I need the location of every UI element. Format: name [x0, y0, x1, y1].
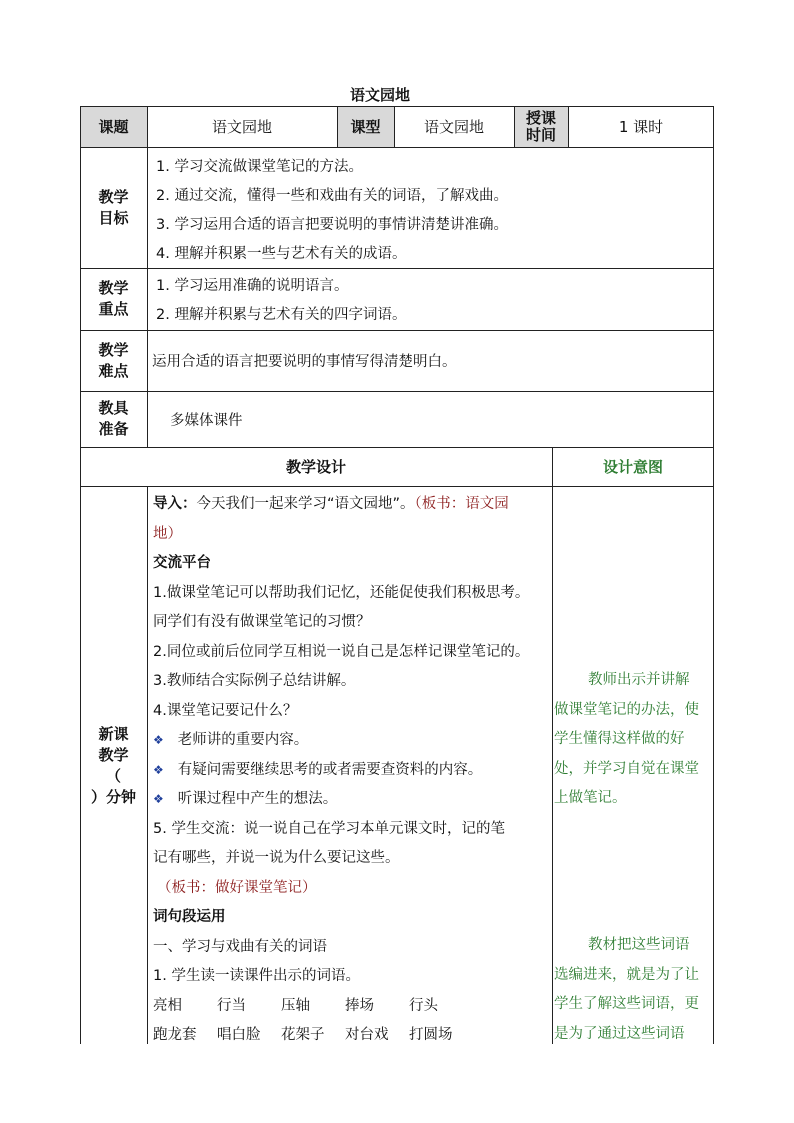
objective-item: 1. 学习交流做课堂笔记的方法。 — [156, 159, 363, 175]
type-label: 课型 — [350, 118, 381, 136]
lesson-plan-table — [80, 106, 714, 1044]
word: 跑龙套 — [153, 1027, 197, 1043]
materials-text: 多媒体课件 — [170, 412, 243, 429]
rule-label-col-lower — [147, 486, 148, 1044]
intent-line: 学生懂得这样做的好 — [554, 731, 685, 747]
paragraph-2: 2.同位或前后位同学互相说一说自己是怎样记课堂笔记的。 — [153, 643, 530, 660]
word: 亮相 — [153, 997, 182, 1014]
diamond-bullet-icon: ❖ — [153, 792, 164, 806]
word: 花架子 — [281, 1027, 325, 1043]
key-point-item: 1. 学习运用准确的说明语言。 — [156, 278, 349, 294]
bullet-item — [153, 726, 551, 756]
new-lesson-label-3: （ — [105, 767, 121, 785]
rule-intent-col — [552, 447, 553, 1044]
intent-line: 是为了通过这些词语 — [554, 1025, 685, 1042]
word: 行当 — [217, 997, 246, 1014]
rule-6 — [80, 486, 714, 487]
objective-item: 4. 理解并积累一些与艺术有关的成语。 — [156, 246, 407, 262]
materials-label-1: 教具 — [98, 399, 129, 417]
new-lesson-label-4: ）分钟 — [90, 788, 136, 806]
words-row-2 — [153, 1021, 551, 1051]
difficulties-label-2: 难点 — [98, 361, 129, 380]
intent-line: 教师出示并讲解 — [588, 672, 690, 688]
word: 行头 — [409, 997, 438, 1014]
intent-header: 设计意图 — [602, 458, 663, 476]
hours-label-line-2: 时间 — [525, 125, 556, 144]
key-point-item: 2. 理解并积累与艺术有关的四字词语。 — [156, 307, 407, 323]
rule-right — [713, 106, 714, 1044]
intro-line — [153, 490, 551, 520]
paragraph-1b: 同学们有没有做课堂笔记的习惯？ — [153, 614, 371, 630]
materials-label-2: 准备 — [98, 420, 129, 438]
key-points-label-2: 重点 — [98, 300, 129, 318]
new-lesson-body — [153, 490, 551, 1051]
objectives-label — [80, 147, 147, 268]
key-points-label-1: 教学 — [98, 279, 129, 297]
intent-line: 学生了解这些词语，更 — [554, 996, 699, 1012]
design-header: 教学设计 — [285, 458, 346, 476]
topic-value: 语文园地 — [211, 118, 272, 136]
word: 对台戏 — [345, 1027, 389, 1043]
hours-value: 1 课时 — [618, 118, 664, 136]
usage-heading: 词句段运用 — [153, 909, 226, 925]
bullet-text: 老师讲的重要内容。 — [177, 732, 309, 748]
key-points-label — [80, 268, 147, 330]
intent-block-1 — [554, 666, 714, 814]
bullet-item — [153, 785, 551, 815]
intro-board: （板书：语文园 — [414, 496, 509, 512]
intro-board-cont: 地） — [153, 525, 182, 542]
rule-label-col-upper — [147, 106, 148, 447]
hours-label-line-1: 授课 — [525, 108, 556, 127]
paragraph-1a: 1.做课堂笔记可以帮助我们记忆，还能促使我们积极思考。 — [153, 584, 530, 601]
word: 压轴 — [281, 997, 310, 1014]
paragraph-4: 4.课堂笔记要记什么？ — [153, 702, 298, 719]
page-title: 语文园地 — [349, 86, 410, 104]
difficulties-label — [80, 330, 147, 391]
type-value: 语文园地 — [423, 118, 484, 136]
paragraph-5a: 5. 学生交流：说一说自己在学习本单元课文时，记的笔 — [153, 820, 505, 837]
board-note: （板书：做好课堂笔记） — [157, 879, 317, 896]
words-row-1 — [153, 992, 551, 1022]
bullet-item — [153, 756, 551, 786]
new-lesson-label — [80, 706, 147, 826]
objectives-label-2: 目标 — [98, 208, 129, 227]
intro-text: 今天我们一起来学习“语文园地”。 — [196, 496, 415, 512]
intent-line: 做课堂笔记的办法，使 — [554, 701, 699, 718]
intent-line: 处，并学习自觉在课堂 — [554, 760, 699, 777]
materials-label — [80, 391, 147, 447]
objectives-label-1: 教学 — [98, 187, 129, 206]
section-1: 一、学习与戏曲有关的词语 — [153, 938, 327, 955]
key-points-list — [156, 272, 406, 330]
objectives-list — [156, 153, 508, 269]
bullet-text: 听课过程中产生的想法。 — [177, 791, 338, 807]
difficulties-label-1: 教学 — [98, 340, 129, 359]
difficulties-text: 运用合适的语言把要说明的事情写得清楚明白。 — [152, 354, 457, 370]
new-lesson-label-1: 新课 — [98, 725, 129, 743]
paragraph-5b: 记有哪些，并说一说为什么要记这些。 — [153, 850, 400, 866]
paragraph-3: 3.教师结合实际例子总结讲解。 — [153, 673, 356, 689]
word: 打圆场 — [409, 1027, 453, 1043]
topic-label: 课题 — [98, 118, 129, 136]
word: 唱白脸 — [217, 1027, 261, 1043]
hours-label — [514, 106, 568, 147]
rule-1 — [80, 147, 714, 148]
intro-label: 导入： — [153, 496, 197, 512]
intent-line: 选编进来，就是为了让 — [554, 966, 699, 983]
diamond-bullet-icon: ❖ — [153, 733, 164, 747]
objective-item: 3. 学习运用合适的语言把要说明的事情讲清楚讲准确。 — [156, 217, 508, 233]
word: 捧场 — [345, 997, 374, 1014]
intent-line: 上做笔记。 — [554, 790, 627, 806]
diamond-bullet-icon: ❖ — [153, 762, 164, 777]
intent-line: 教材把这些词语 — [588, 937, 690, 953]
intent-block-2 — [554, 931, 714, 1049]
exchange-heading: 交流平台 — [153, 555, 211, 571]
bullet-text: 有疑问需要继续思考的或者需要查资料的内容。 — [177, 761, 483, 778]
step-1: 1. 学生读一读课件出示的词语。 — [153, 968, 360, 984]
new-lesson-label-2: 教学 — [98, 746, 129, 764]
objective-item: 2. 通过交流，懂得一些和戏曲有关的词语，了解戏曲。 — [156, 188, 508, 204]
